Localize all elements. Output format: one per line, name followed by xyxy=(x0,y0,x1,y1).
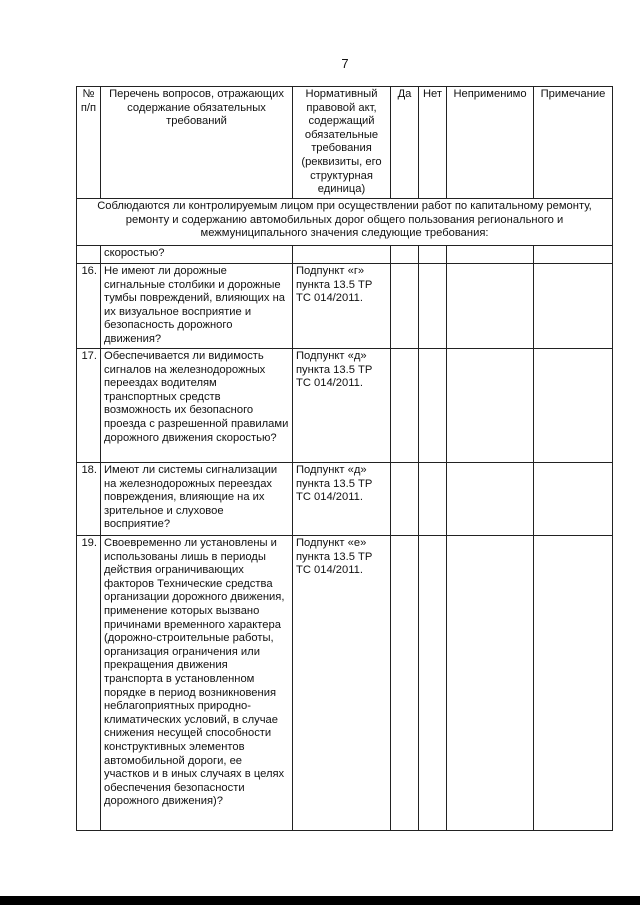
yes-cell[interactable] xyxy=(391,463,419,536)
header-number: № п/п xyxy=(77,87,101,199)
header-row xyxy=(77,87,613,199)
header-legal-act: Нормативный правовой акт, содержащий обязательные требования (реквизиты, его структурная единица) xyxy=(293,87,391,199)
no-cell[interactable] xyxy=(419,536,447,831)
scan-bottom-edge xyxy=(0,896,640,905)
table-row xyxy=(77,246,613,264)
checklist-table xyxy=(76,86,613,831)
row-question: Своевременно ли установлены и использованы лишь в периоды действия ограничивающих факторов Технические средства организации дорожного движения, применение которых вызвано причинами временного характера (дорожно-строительные работы, организация ограничения или прекращения движения транспорта в установленном порядке в период возникновения неблагоприятных природно-климатических условий, в случае снижения несущей способности конструктивных элементов автомобильной дороги, ее участков и в иных случаях в целях обеспечения безопасности дорожного движения)? xyxy=(101,536,293,831)
row-number: 19. xyxy=(77,536,101,831)
note-cell[interactable] xyxy=(534,246,613,264)
row-question: Не имеют ли дорожные сигнальные столбики и дорожные тумбы повреждений, влияющих на их визуальное восприятие и безопасность дорожного движения? xyxy=(101,264,293,349)
section-row xyxy=(77,199,613,246)
no-cell[interactable] xyxy=(419,246,447,264)
note-cell[interactable] xyxy=(534,349,613,463)
header-not-applicable: Неприменимо xyxy=(447,87,534,199)
row-legal-act: Подпункт «е» пункта 13.5 ТР ТС 014/2011. xyxy=(293,536,391,831)
header-no: Нет xyxy=(419,87,447,199)
row-number: 17. xyxy=(77,349,101,463)
yes-cell[interactable] xyxy=(391,536,419,831)
not-applicable-cell[interactable] xyxy=(447,349,534,463)
not-applicable-cell[interactable] xyxy=(447,536,534,831)
table-row xyxy=(77,349,613,463)
row-legal-act: Подпункт «д» пункта 13.5 ТР ТС 014/2011. xyxy=(293,463,391,536)
table-row xyxy=(77,463,613,536)
row-question: Обеспечивается ли видимость сигналов на железнодорожных переездах водителям транспортных средств возможность их безопасного проезда с разрешенной правилами дорожного движения скоростью? xyxy=(101,349,293,463)
row-number: 18. xyxy=(77,463,101,536)
not-applicable-cell[interactable] xyxy=(447,264,534,349)
header-yes: Да xyxy=(391,87,419,199)
no-cell[interactable] xyxy=(419,349,447,463)
yes-cell[interactable] xyxy=(391,246,419,264)
yes-cell[interactable] xyxy=(391,264,419,349)
no-cell[interactable] xyxy=(419,264,447,349)
header-note: Примечание xyxy=(534,87,613,199)
no-cell[interactable] xyxy=(419,463,447,536)
note-cell[interactable] xyxy=(534,463,613,536)
row-legal-act xyxy=(293,246,391,264)
header-question: Перечень вопросов, отражающих содержание обязательных требований xyxy=(101,87,293,199)
row-question: Имеют ли системы сигнализации на железнодорожных переездах повреждения, влияющие на их зрительное и слуховое восприятие? xyxy=(101,463,293,536)
row-question: скоростью? xyxy=(101,246,293,264)
not-applicable-cell[interactable] xyxy=(447,463,534,536)
row-number xyxy=(77,246,101,264)
section-title: Соблюдаются ли контролируемым лицом при осуществлении работ по капитальному ремонту, ремонту и содержанию автомобильных дорог общего пользования регионального и межмуниципального значения следующие требования: xyxy=(77,199,613,246)
row-number: 16. xyxy=(77,264,101,349)
note-cell[interactable] xyxy=(534,536,613,831)
not-applicable-cell[interactable] xyxy=(447,246,534,264)
page-number: 7 xyxy=(341,56,349,71)
yes-cell[interactable] xyxy=(391,349,419,463)
row-legal-act: Подпункт «г» пункта 13.5 ТР ТС 014/2011. xyxy=(293,264,391,349)
note-cell[interactable] xyxy=(534,264,613,349)
table-row xyxy=(77,536,613,831)
table-row xyxy=(77,264,613,349)
row-legal-act: Подпункт «д» пункта 13.5 ТР ТС 014/2011. xyxy=(293,349,391,463)
